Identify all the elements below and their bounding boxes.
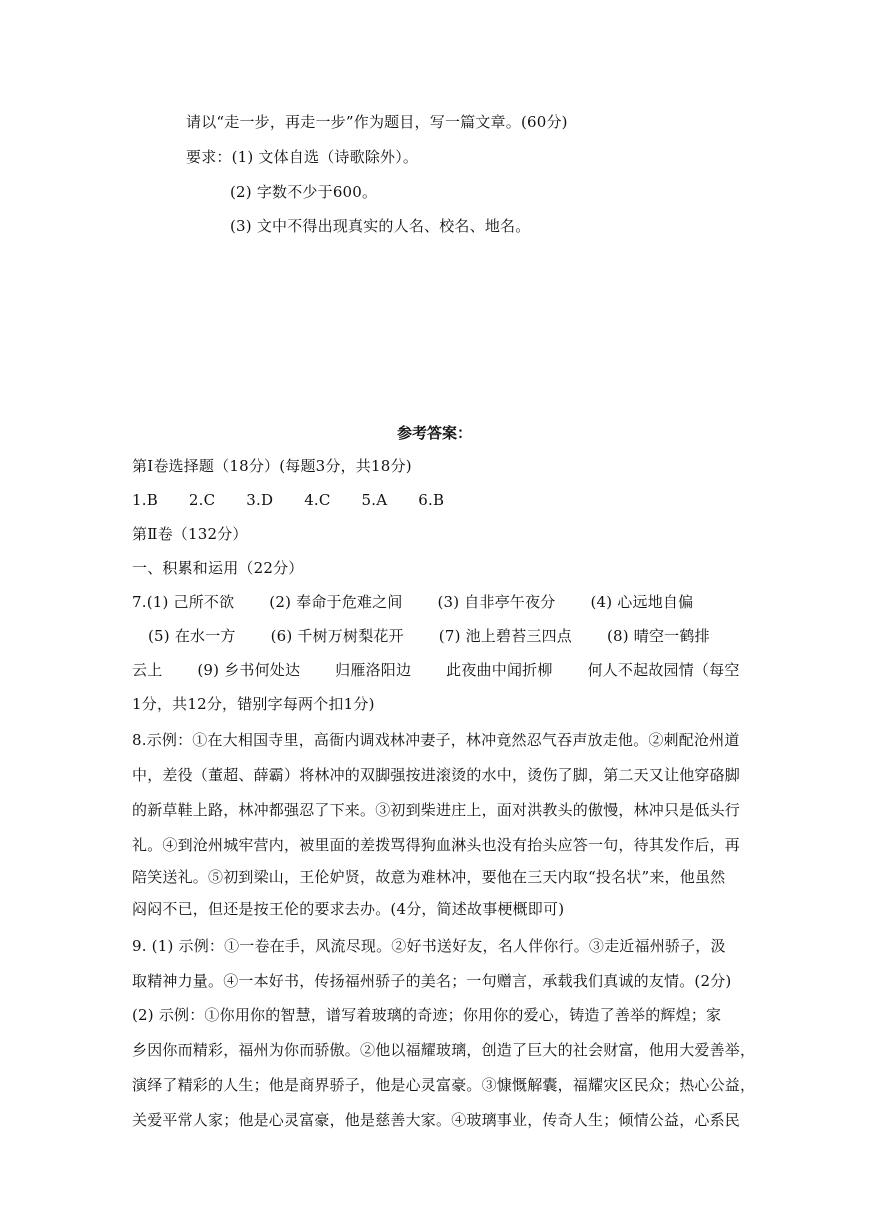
part-1-heading: 一、积累和运用（22分）	[132, 559, 304, 577]
q9-line-3: (2) 示例：①你用你的智慧，谱写着玻璃的奇迹；你用你的爱心，铸造了善举的辉煌；家	[132, 1006, 722, 1024]
q9-line-5: 演绎了精彩的人生；他是商界骄子，他是心灵富豪。③慷慨解囊，福耀灾区民众；热心公益，	[132, 1076, 756, 1094]
q7-item: (2) 奉命于危难之间	[269, 593, 403, 611]
answers-title: 参考答案：	[396, 424, 472, 442]
q7-row-3	[132, 660, 740, 680]
q7-item: 何人不起故园情（每空	[587, 661, 740, 679]
q7-item: (8) 晴空一鹤排	[606, 627, 710, 645]
q8-line-4: 礼。④到沧州城牢营内，被里面的差拨骂得狗血淋头也没有抬头应答一句，待其发作后，再	[132, 836, 741, 854]
q7-item: (5) 在水一方	[148, 627, 236, 645]
q8-line-6: 闷闷不已，但还是按王伦的要求去办。(4分，简述故事梗概即可)	[132, 900, 565, 918]
q7-row-4: 1分，共12分，错别字每两个扣1分)	[132, 695, 375, 713]
mc-answer: 3.D	[246, 491, 274, 509]
q7-item: 云上	[132, 661, 163, 679]
essay-prompt: 请以“走一步，再走一步”作为题目，写一篇文章。(60分)	[186, 113, 568, 131]
q7-row-2	[148, 626, 710, 646]
requirement-2: (2) 字数不少于600。	[230, 183, 378, 201]
q7-row-1	[132, 592, 693, 612]
mc-answers	[132, 490, 444, 510]
requirement-1: 要求：(1) 文体自选（诗歌除外）。	[186, 148, 419, 166]
q7-item: (6) 千树万树梨花开	[270, 627, 404, 645]
mc-answer: 5.A	[361, 491, 388, 509]
q7-item: 归雁洛阳边	[335, 661, 412, 679]
q7-item: (9) 乡书何处达	[197, 661, 301, 679]
mc-answer: 4.C	[304, 491, 331, 509]
q7-item: (4) 心远地自偏	[590, 593, 694, 611]
q8-line-3: 的新草鞋上路，林冲都强忍了下来。③初到柴进庄上，面对洪教头的傲慢，林冲只是低头行	[132, 801, 741, 819]
q8-line-1: 8.示例：①在大相国寺里，高衙内调戏林冲妻子，林冲竟然忍气吞声放走他。②刺配沧州道	[132, 731, 740, 749]
q9-line-4: 乡因你而精彩，福州为你而骄傲。②他以福耀玻璃，创造了巨大的社会财富，他用大爱善举，	[132, 1041, 756, 1059]
q9-line-2: 取精神力量。④一本好书，传扬福州骄子的美名；一句赠言，承载我们真诚的友情。(2分)	[132, 972, 732, 990]
q8-line-5: 陪笑送礼。⑤初到梁山，王伦妒贤，故意为难林冲，要他在三天内取“投名状”来，他虽然	[132, 868, 726, 886]
q7-item: 此夜曲中闻折柳	[446, 661, 553, 679]
requirement-3: (3) 文中不得出现真实的人名、校名、地名。	[230, 217, 531, 235]
mc-answer: 1.B	[132, 491, 158, 509]
section-2-heading: 第Ⅱ卷（132分）	[132, 525, 248, 543]
q7-item: 7.(1) 己所不欲	[132, 593, 235, 611]
q7-item: (7) 池上碧苔三四点	[438, 627, 572, 645]
mc-answer: 6.B	[418, 491, 445, 509]
q9-line-1: 9. (1) 示例：①一卷在手，风流尽现。②好书送好友，名人伴你行。③走近福州骄子，汲	[132, 937, 726, 955]
section-1-heading: 第Ⅰ卷选择题（18分）(每题3分，共18分)	[132, 457, 412, 475]
mc-answer: 2.C	[188, 491, 216, 509]
q9-line-6: 关爱平常人家；他是心灵富豪，他是慈善大家。④玻璃事业，传奇人生；倾情公益，心系民	[132, 1111, 741, 1129]
q7-item: (3) 自非亭午夜分	[437, 593, 556, 611]
q8-line-2: 中，差役（董超、薛霸）将林冲的双脚强按进滚烫的水中，烫伤了脚，第二天又让他穿硌脚	[132, 766, 741, 784]
